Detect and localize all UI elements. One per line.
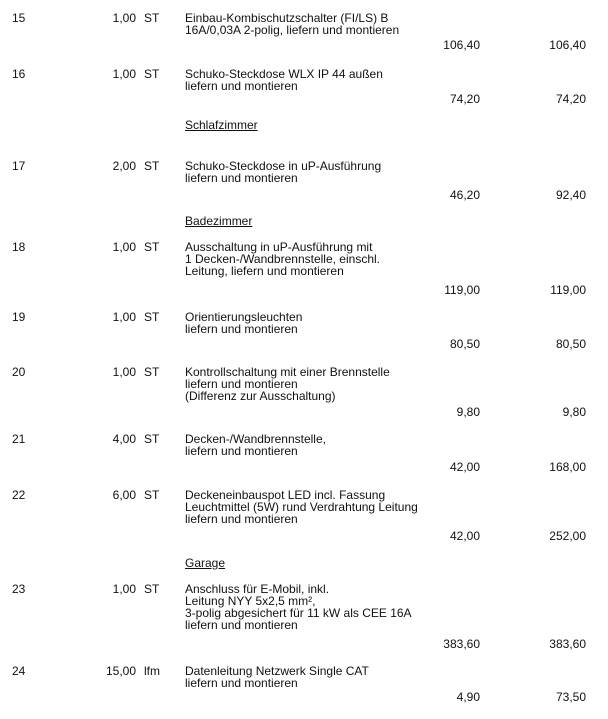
line-total: 119,00 (550, 283, 586, 297)
description-line: Einbau-Kombischutzschalter (FI/LS) B (185, 11, 389, 25)
position-number: 24 (12, 664, 26, 678)
unit: ST (144, 310, 160, 324)
description-line: liefern und montieren (185, 444, 298, 458)
description-line: liefern und montieren (185, 512, 298, 526)
quantity: 1,00 (112, 365, 136, 379)
unit-price: 106,40 (443, 38, 480, 52)
unit: ST (144, 365, 160, 379)
description-line: Ausschaltung in uP-Ausführung mit (185, 240, 373, 254)
unit: ST (144, 432, 160, 446)
line-total: 73,50 (555, 690, 586, 704)
unit: lfm (144, 664, 160, 678)
description-line: liefern und montieren (185, 322, 298, 336)
position-number: 15 (12, 11, 26, 25)
quantity: 4,00 (112, 432, 136, 446)
description-line: Schuko-Steckdose WLX IP 44 außen (185, 67, 383, 81)
unit-price: 383,60 (443, 637, 480, 651)
description-line: Leitung, liefern und montieren (185, 264, 344, 278)
line-total: 74,20 (555, 92, 586, 106)
position-number: 23 (12, 582, 26, 596)
unit-price: 9,80 (456, 405, 480, 419)
line-total: 80,50 (555, 337, 586, 351)
position-number: 20 (12, 365, 26, 379)
quantity: 6,00 (112, 488, 136, 502)
unit: ST (144, 159, 160, 173)
description-line: liefern und montieren (185, 676, 298, 690)
unit-price: 80,50 (449, 337, 480, 351)
unit-price: 4,90 (456, 690, 480, 704)
description-line: Anschluss für E-Mobil, inkl. (185, 582, 330, 596)
position-number: 19 (12, 310, 26, 324)
position-number: 17 (12, 159, 26, 173)
line-total: 252,00 (549, 529, 586, 543)
unit-price: 74,20 (449, 92, 480, 106)
description-line: Leuchtmittel (5W) rund Verdrahtung Leitung (185, 500, 418, 514)
position-number: 21 (12, 432, 26, 446)
line-total: 168,00 (549, 460, 586, 474)
description-line: 16A/0,03A 2-polig, liefern und montieren (185, 23, 400, 37)
description-line: Decken-/Wandbrennstelle, (185, 432, 326, 446)
unit: ST (144, 11, 160, 25)
line-total: 9,80 (562, 405, 586, 419)
quantity: 15,00 (105, 664, 136, 678)
description-line: Orientierungsleuchten (185, 310, 303, 324)
description-line: liefern und montieren (185, 618, 298, 632)
line-total: 92,40 (555, 188, 586, 202)
quantity: 1,00 (112, 240, 136, 254)
quantity: 2,00 (112, 159, 136, 173)
section-heading: Badezimmer (185, 214, 253, 228)
description-line: Datenleitung Netzwerk Single CAT (185, 664, 369, 678)
position-number: 22 (12, 488, 26, 502)
description-line: 3-polig abgesichert für 11 kW als CEE 16A (185, 606, 412, 620)
unit-price: 42,00 (449, 529, 480, 543)
description-line: 1 Decken-/Wandbrennstelle, einschl. (185, 252, 380, 266)
description-line: Deckeneinbauspot LED incl. Fassung (185, 488, 386, 502)
line-total: 383,60 (549, 637, 586, 651)
quantity: 1,00 (112, 310, 136, 324)
quantity: 1,00 (112, 67, 136, 81)
position-number: 16 (12, 67, 26, 81)
unit-price: 42,00 (449, 460, 480, 474)
unit: ST (144, 582, 160, 596)
line-total: 106,40 (549, 38, 586, 52)
description-line: Schuko-Steckdose in uP-Ausführung (185, 159, 382, 173)
unit: ST (144, 488, 160, 502)
quantity: 1,00 (112, 11, 136, 25)
quantity: 1,00 (112, 582, 136, 596)
unit: ST (144, 67, 160, 81)
unit-price: 119,00 (444, 283, 480, 297)
description-line: Leitung NYY 5x2,5 mm², (185, 594, 316, 608)
unit: ST (144, 240, 160, 254)
description-line: liefern und montieren (185, 377, 298, 391)
position-number: 18 (12, 240, 26, 254)
description-line: Kontrollschaltung mit einer Brennstelle (185, 365, 390, 379)
description-line: liefern und montieren (185, 171, 298, 185)
section-heading: Garage (185, 556, 226, 570)
description-line: liefern und montieren (185, 79, 298, 93)
section-heading: Schlafzimmer (185, 118, 258, 132)
unit-price: 46,20 (449, 188, 480, 202)
description-line: (Differenz zur Ausschaltung) (185, 389, 336, 403)
